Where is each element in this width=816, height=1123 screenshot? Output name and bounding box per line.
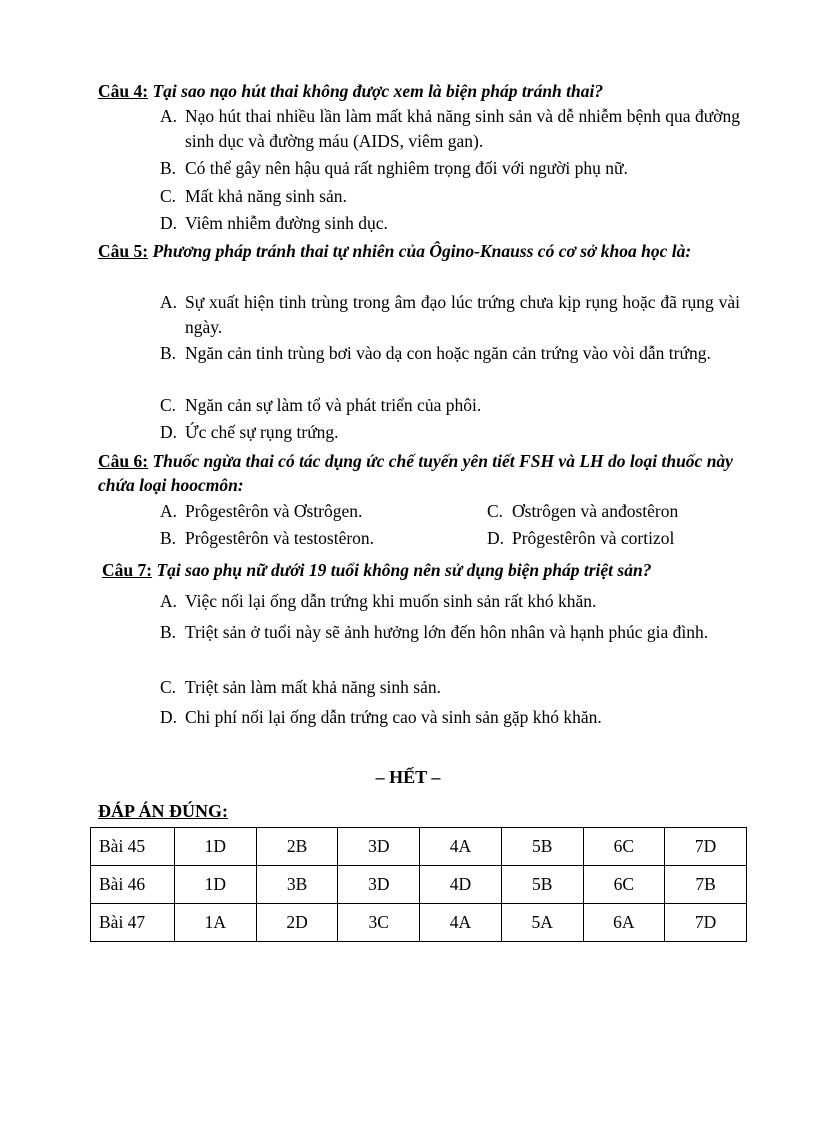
option-6a [160,499,460,524]
option-text: Prôgestêrôn và testostêron. [185,528,375,548]
table-cell: 3D [338,866,420,904]
question-text: Phương pháp tránh thai tự nhiên của Ôgino-Knauss có cơ sở khoa học là: [152,241,692,261]
option-letter: C. [160,186,177,206]
table-cell: 5B [501,866,583,904]
option-letter: A. [160,106,178,126]
option-4a [160,104,740,154]
table-cell: 6A [583,904,665,942]
option-text: Ngăn cản sự làm tổ và phát triển của phôi. [185,395,482,415]
option-letter: C. [487,501,504,521]
option-text: Prôgestêrôn và Ơstrôgen. [185,501,363,521]
option-letter: D. [160,707,178,727]
table-row [91,828,747,866]
question-text: Tại sao nạo hút thai không được xem là biện pháp tránh thai? [152,81,604,101]
option-text: Ơstrôgen và anđostêron [512,501,679,521]
answers-table [90,827,747,942]
table-cell: 2B [256,828,338,866]
option-letter: D. [160,422,178,442]
option-text: Việc nối lại ống dẫn trứng khi muốn sinh sản rất khó khăn. [185,591,597,611]
question-5 [98,239,748,263]
option-6d [487,526,787,551]
option-5c [160,393,740,418]
option-letter: A. [160,591,178,611]
option-5b [160,341,740,366]
option-text: Chi phí nối lại ống dẫn trứng cao và sinh sản gặp khó khăn. [185,707,602,727]
table-cell: 7B [665,866,747,904]
option-text: Sự xuất hiện tinh trùng trong âm đạo lúc trứng chưa kịp rụng hoặc đã rụng vài ngày. [185,292,740,337]
table-cell: 3B [256,866,338,904]
option-letter: A. [160,292,178,312]
table-cell: 7D [665,828,747,866]
option-7b [160,620,740,645]
option-text: Ngăn cản tinh trùng bơi vào dạ con hoặc ngăn cản trứng vào vòi dẫn trứng. [185,343,711,363]
question-text: Thuốc ngừa thai có tác dụng ức chế tuyến yên tiết FSH và LH do loại thuốc này chứa loại hoocmôn: [98,451,733,495]
table-cell: 1A [175,904,257,942]
table-row [91,866,747,904]
option-letter: B. [160,343,177,363]
table-cell: 1D [175,866,257,904]
table-cell: 2D [256,904,338,942]
question-label: Câu 6: [98,451,149,471]
table-cell: 4D [420,866,502,904]
option-text: Prôgestêrôn và cortizol [512,528,675,548]
option-4b [160,156,740,181]
table-cell: 4A [420,828,502,866]
option-letter: A. [160,501,178,521]
question-label: Câu 7: [102,560,153,580]
option-letter: D. [160,213,178,233]
question-6 [98,449,748,497]
option-letter: D. [487,528,505,548]
table-cell: 3D [338,828,420,866]
question-label: Câu 5: [98,241,149,261]
table-cell: Bài 45 [91,828,175,866]
table-cell: 1D [175,828,257,866]
option-7a [160,589,740,614]
table-cell: Bài 47 [91,904,175,942]
option-7c [160,675,740,700]
table-cell: 5B [501,828,583,866]
option-text: Mất khả năng sinh sản. [185,186,347,206]
option-text: Viêm nhiễm đường sinh dục. [185,213,388,233]
option-letter: C. [160,395,177,415]
question-label: Câu 4: [98,81,149,101]
option-letter: B. [160,622,177,642]
table-cell: 6C [583,828,665,866]
option-5a [160,290,740,340]
option-letter: C. [160,677,177,697]
question-4 [98,79,748,103]
table-row [91,904,747,942]
question-7 [102,558,752,582]
table-cell: 7D [665,904,747,942]
option-7d [160,705,740,730]
option-text: Nạo hút thai nhiều lần làm mất khả năng sinh sản và dễ nhiễm bệnh qua đường sinh dục và đường máu (AIDS, viêm gan). [185,106,740,151]
option-letter: B. [160,528,177,548]
option-5d [160,420,740,445]
option-letter: B. [160,158,177,178]
end-marker: – HẾT – [375,767,441,787]
option-6b [160,526,460,551]
option-4c [160,184,740,209]
table-cell: 3C [338,904,420,942]
table-cell: 6C [583,866,665,904]
question-text: Tại sao phụ nữ dưới 19 tuổi không nên sử dụng biện pháp triệt sản? [156,560,652,580]
table-cell: Bài 46 [91,866,175,904]
option-4d [160,211,740,236]
table-cell: 5A [501,904,583,942]
option-text: Ức chế sự rụng trứng. [185,422,339,442]
option-6c [487,499,787,524]
option-text: Có thể gây nên hậu quả rất nghiêm trọng đối với người phụ nữ. [185,158,628,178]
option-text: Triệt sản ở tuổi này sẽ ảnh hưởng lớn đến hôn nhân và hạnh phúc gia đình. [185,622,709,642]
table-cell: 4A [420,904,502,942]
option-text: Triệt sản làm mất khả năng sinh sản. [185,677,441,697]
answers-heading: ĐÁP ÁN ĐÚNG: [98,801,228,821]
